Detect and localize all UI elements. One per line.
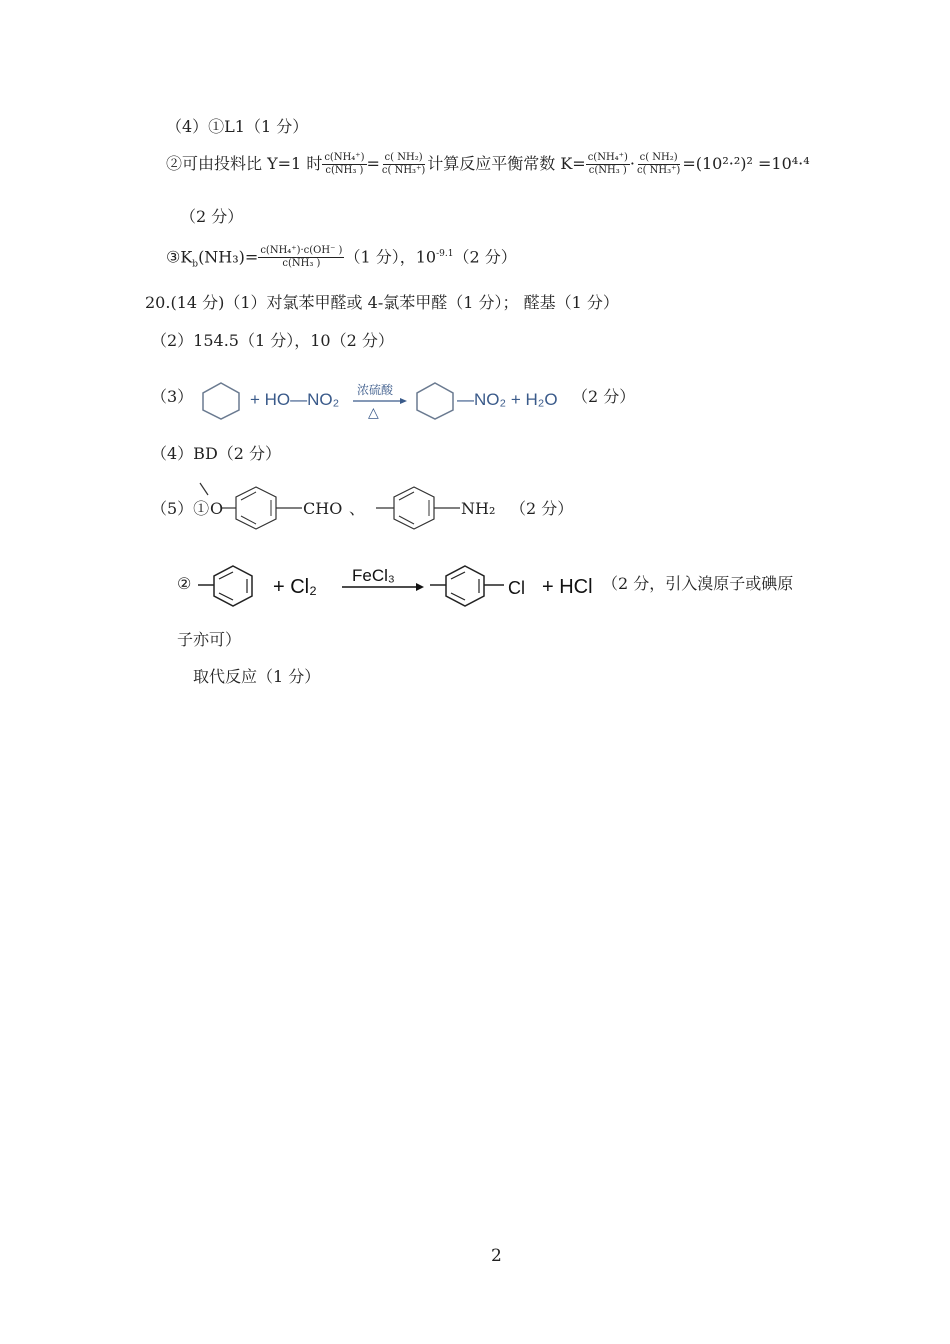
q19-4-line1: （4）①L1（1 分）	[166, 117, 309, 136]
reaction-arrow-1	[351, 396, 409, 406]
kb-exp: -9.1	[436, 249, 454, 259]
fraction-2-num: c( NH₂)	[384, 152, 423, 163]
p5c-line: 取代反应（1 分）	[193, 667, 321, 686]
fraction-2	[380, 152, 427, 177]
fraction-1	[322, 152, 366, 177]
k-fraction-1-num: c(NH₄⁺)	[587, 152, 628, 163]
p3-score: （2 分）	[572, 387, 636, 406]
fraction-1-den: c(NH₃ )	[325, 165, 364, 176]
q20-line4: （4）BD（2 分）	[151, 444, 282, 463]
benzene-ring-1	[198, 380, 244, 420]
toluene-structure	[196, 562, 258, 608]
q20-p3-label: （3）	[151, 387, 194, 406]
p5b-cl2: + Cl₂	[273, 576, 317, 598]
toluidine-structure	[374, 482, 466, 532]
kb-end: （2 分）	[453, 247, 517, 267]
p5b-cl: Cl	[508, 578, 525, 598]
reaction-arrow-2	[340, 582, 426, 592]
q20-line2: （2）154.5（1 分），10（2 分）	[151, 331, 394, 350]
k-fraction-1	[586, 152, 630, 177]
p3-reagent: + HO—NO₂	[250, 390, 340, 409]
kb-fraction	[258, 245, 344, 270]
chlorotoluene-structure	[428, 562, 508, 608]
k-fraction-2	[635, 152, 682, 177]
p5-separator: 、	[349, 499, 366, 518]
fraction-2-den: c( NH₃⁺)	[381, 165, 426, 176]
kb-suffix: （1 分），10	[344, 247, 437, 267]
kb-sub: b	[192, 259, 199, 270]
benzene-ring-2	[412, 380, 458, 420]
p5b-note: （2 分，引入溴原子或碘原	[602, 574, 794, 593]
p3-product: —NO₂ + H₂O	[457, 390, 558, 409]
line2-prefix: ②可由投料比 Y=1 时	[166, 154, 323, 173]
kb-fraction-num: c(NH₄⁺)·c(OH⁻ )	[260, 245, 343, 257]
p3-condition: 浓硫酸	[357, 383, 394, 397]
q19-4-line2: ②可由投料比 Y=1 时 $\frac{\text{c(NH₄⁺)}}{\text{c(NH₃ )}}$ = $\frac{\text{c( NH₂)}}{\text{c( NH₃⁺)}}$ 计算反应平衡常数 K= $\frac{\text{c(NH₄⁺)}}{\text{c(NH₃ )}}$ · $\frac{\text{c( NH₂)}}{\text{c( NH₃⁺)}}$ =(10²·²)² =10⁴·⁴	[166, 152, 810, 176]
q19-4-line3: （2 分）	[180, 207, 244, 226]
q20-line1: 20.(14 分)（1）对氯苯甲醛或 4-氯苯甲醛（1 分）； 醛基（1 分）	[145, 293, 619, 312]
p5-nh2: NH₂	[461, 499, 496, 518]
line2-middle: 计算反应平衡常数 K=	[427, 154, 586, 173]
kb-fraction-den: c(NH₃ )	[282, 258, 321, 270]
q19-4-kb-line	[166, 244, 517, 275]
p5-cho: CHO	[303, 499, 343, 518]
q20-p5-label: （5）①	[151, 499, 210, 518]
kb-prefix: ③K	[166, 247, 193, 267]
k-result: =(10²·²)² =10⁴·⁴	[682, 154, 810, 173]
k-fraction-2-den: c( NH₃⁺)	[636, 165, 681, 176]
anisaldehyde-structure	[190, 480, 314, 530]
p3-heat: △	[368, 404, 379, 420]
p5b-condition: FeCl₃	[352, 566, 395, 585]
fraction-1-num: c(NH₄⁺)	[324, 152, 365, 163]
page-number: 2	[491, 1246, 502, 1266]
k-fraction-2-num: c( NH₂)	[639, 152, 678, 163]
p5-oxygen: O	[210, 499, 224, 518]
q20-p5b-label: ②	[177, 574, 192, 593]
p5-score: （2 分）	[510, 499, 574, 518]
kb-mid: (NH₃)=	[198, 247, 259, 267]
p5b-note2: 子亦可）	[177, 630, 242, 649]
k-fraction-1-den: c(NH₃ )	[588, 165, 627, 176]
p5b-hcl: + HCl	[542, 576, 593, 598]
